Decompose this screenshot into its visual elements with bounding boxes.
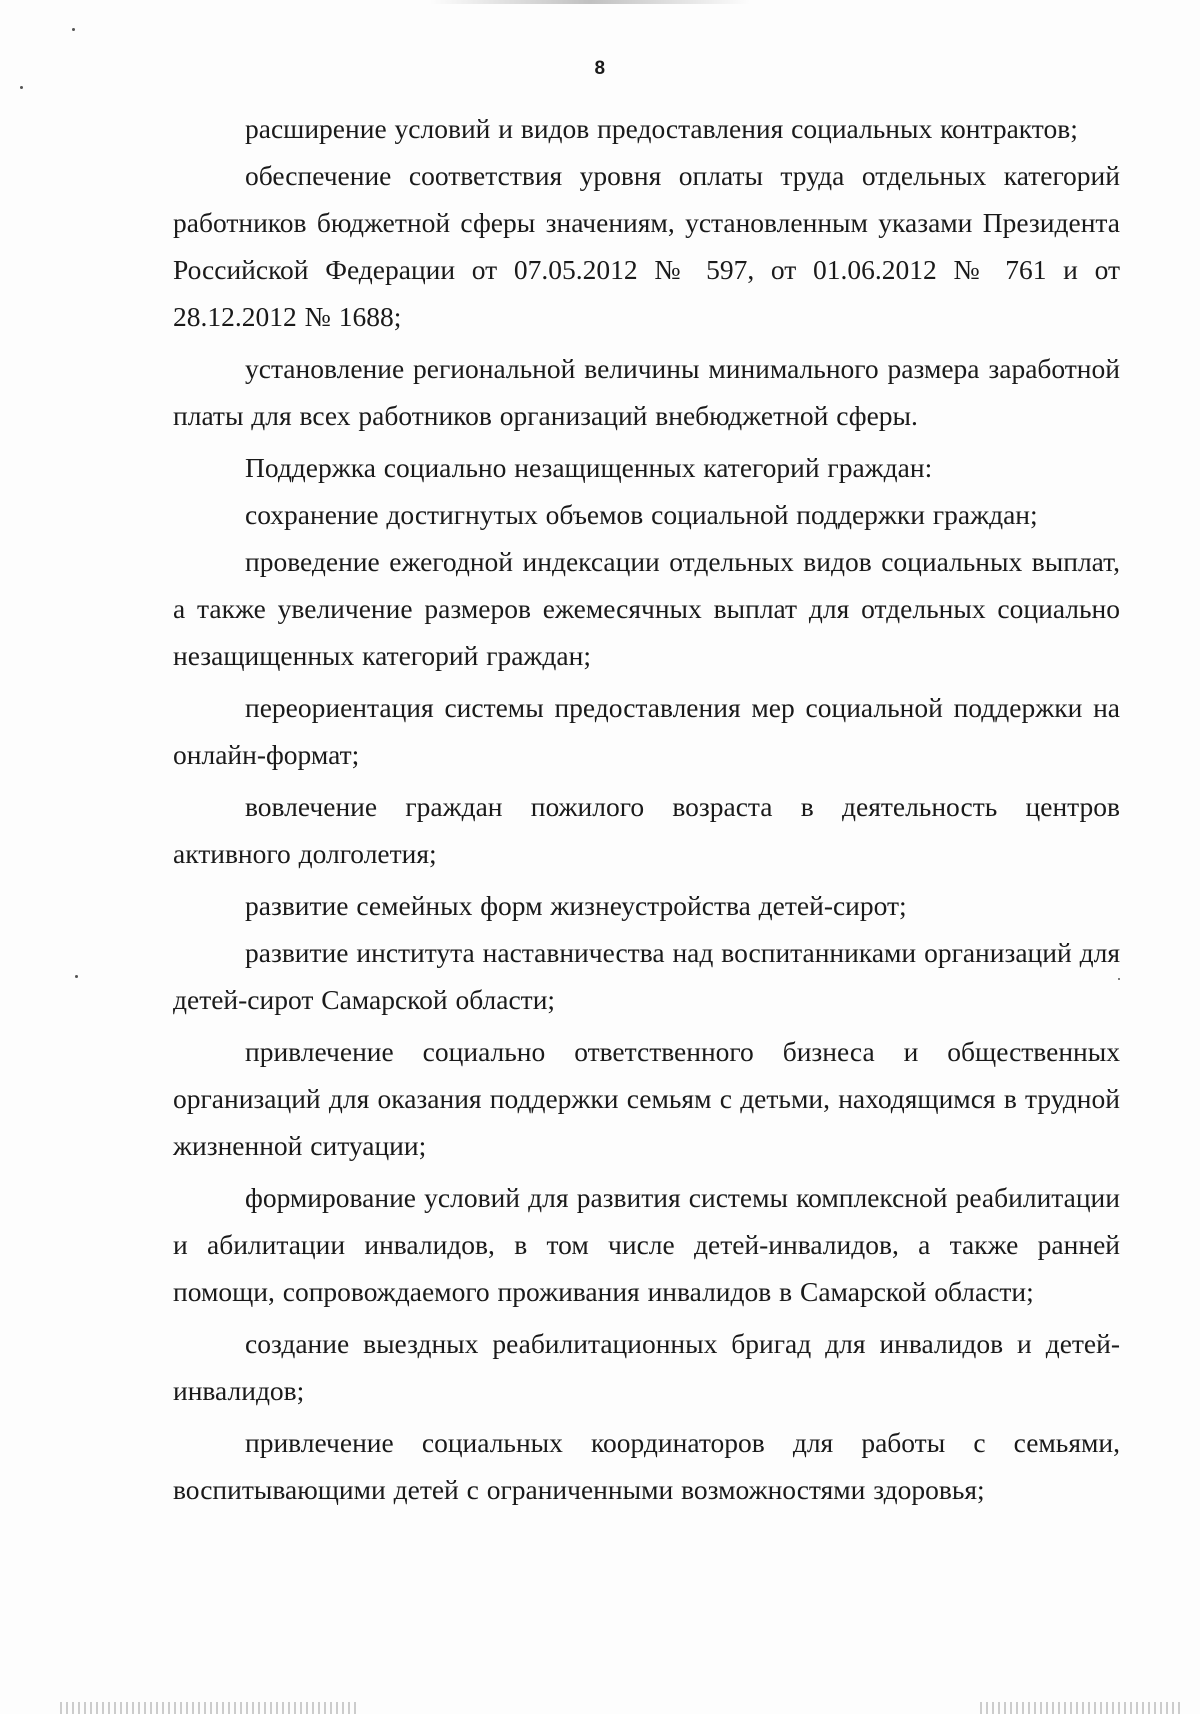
scan-artifact-top [430,0,750,4]
paragraph: переориентация системы предоставления мер социальной поддержки на онлайн-формат; [173,692,1120,770]
paragraph: привлечение социальных координаторов для работы с семьями, воспитывающими детей с ограниченными возможностями здоровья; [173,1427,1120,1505]
paragraph: создание выездных реабилитационных бригад для инвалидов и детей-инвалидов; [173,1328,1120,1406]
paragraph: развитие института наставничества над воспитанниками организаций для детей-сирот Самарской области; [173,937,1120,1015]
paragraph: проведение ежегодной индексации отдельных видов социальных выплат, а также увеличение размеров ежемесячных выплат для отдельных социально незащищенных категорий граждан; [173,546,1120,671]
scan-artifact-bottom-left [60,1702,360,1714]
paragraph: вовлечение граждан пожилого возраста в деятельность центров активного долголетия; [173,791,1120,869]
scan-speck [75,975,78,978]
paragraph: обеспечение соответствия уровня оплаты труда отдельных категорий работников бюджетной сферы значениям, установленным указами Президента Российской Федерации от 07.05.2012 № 597, от 01.06.2012 № 761 и от 28.12.2012 № 1688; [173,160,1120,332]
paragraph: развитие семейных форм жизнеустройства детей-сирот; [245,890,907,921]
paragraph: формирование условий для развития системы комплексной реабилитации и абилитации инвалидов, в том числе детей-инвалидов, а также ранней помощи, сопровождаемого проживания инвалидов в Самарской области; [173,1182,1120,1307]
scan-artifact-bottom-right [980,1702,1180,1714]
document-body [173,105,1120,1513]
section-heading: Поддержка социально незащищенных категорий граждан: [245,452,933,483]
paragraph: установление региональной величины минимального размера заработной платы для всех работников организаций внебюджетной сферы. [173,353,1120,431]
scan-speck [20,86,23,89]
paragraph: привлечение социально ответственного бизнеса и общественных организаций для оказания поддержки семьям с детьми, находящимся в трудной жизненной ситуации; [173,1036,1120,1161]
paragraph: расширение условий и видов предоставления социальных контрактов; [245,113,1078,144]
scan-speck [72,28,75,31]
page-number: 8 [594,58,606,79]
paragraph: сохранение достигнутых объемов социальной поддержки граждан; [245,499,1038,530]
